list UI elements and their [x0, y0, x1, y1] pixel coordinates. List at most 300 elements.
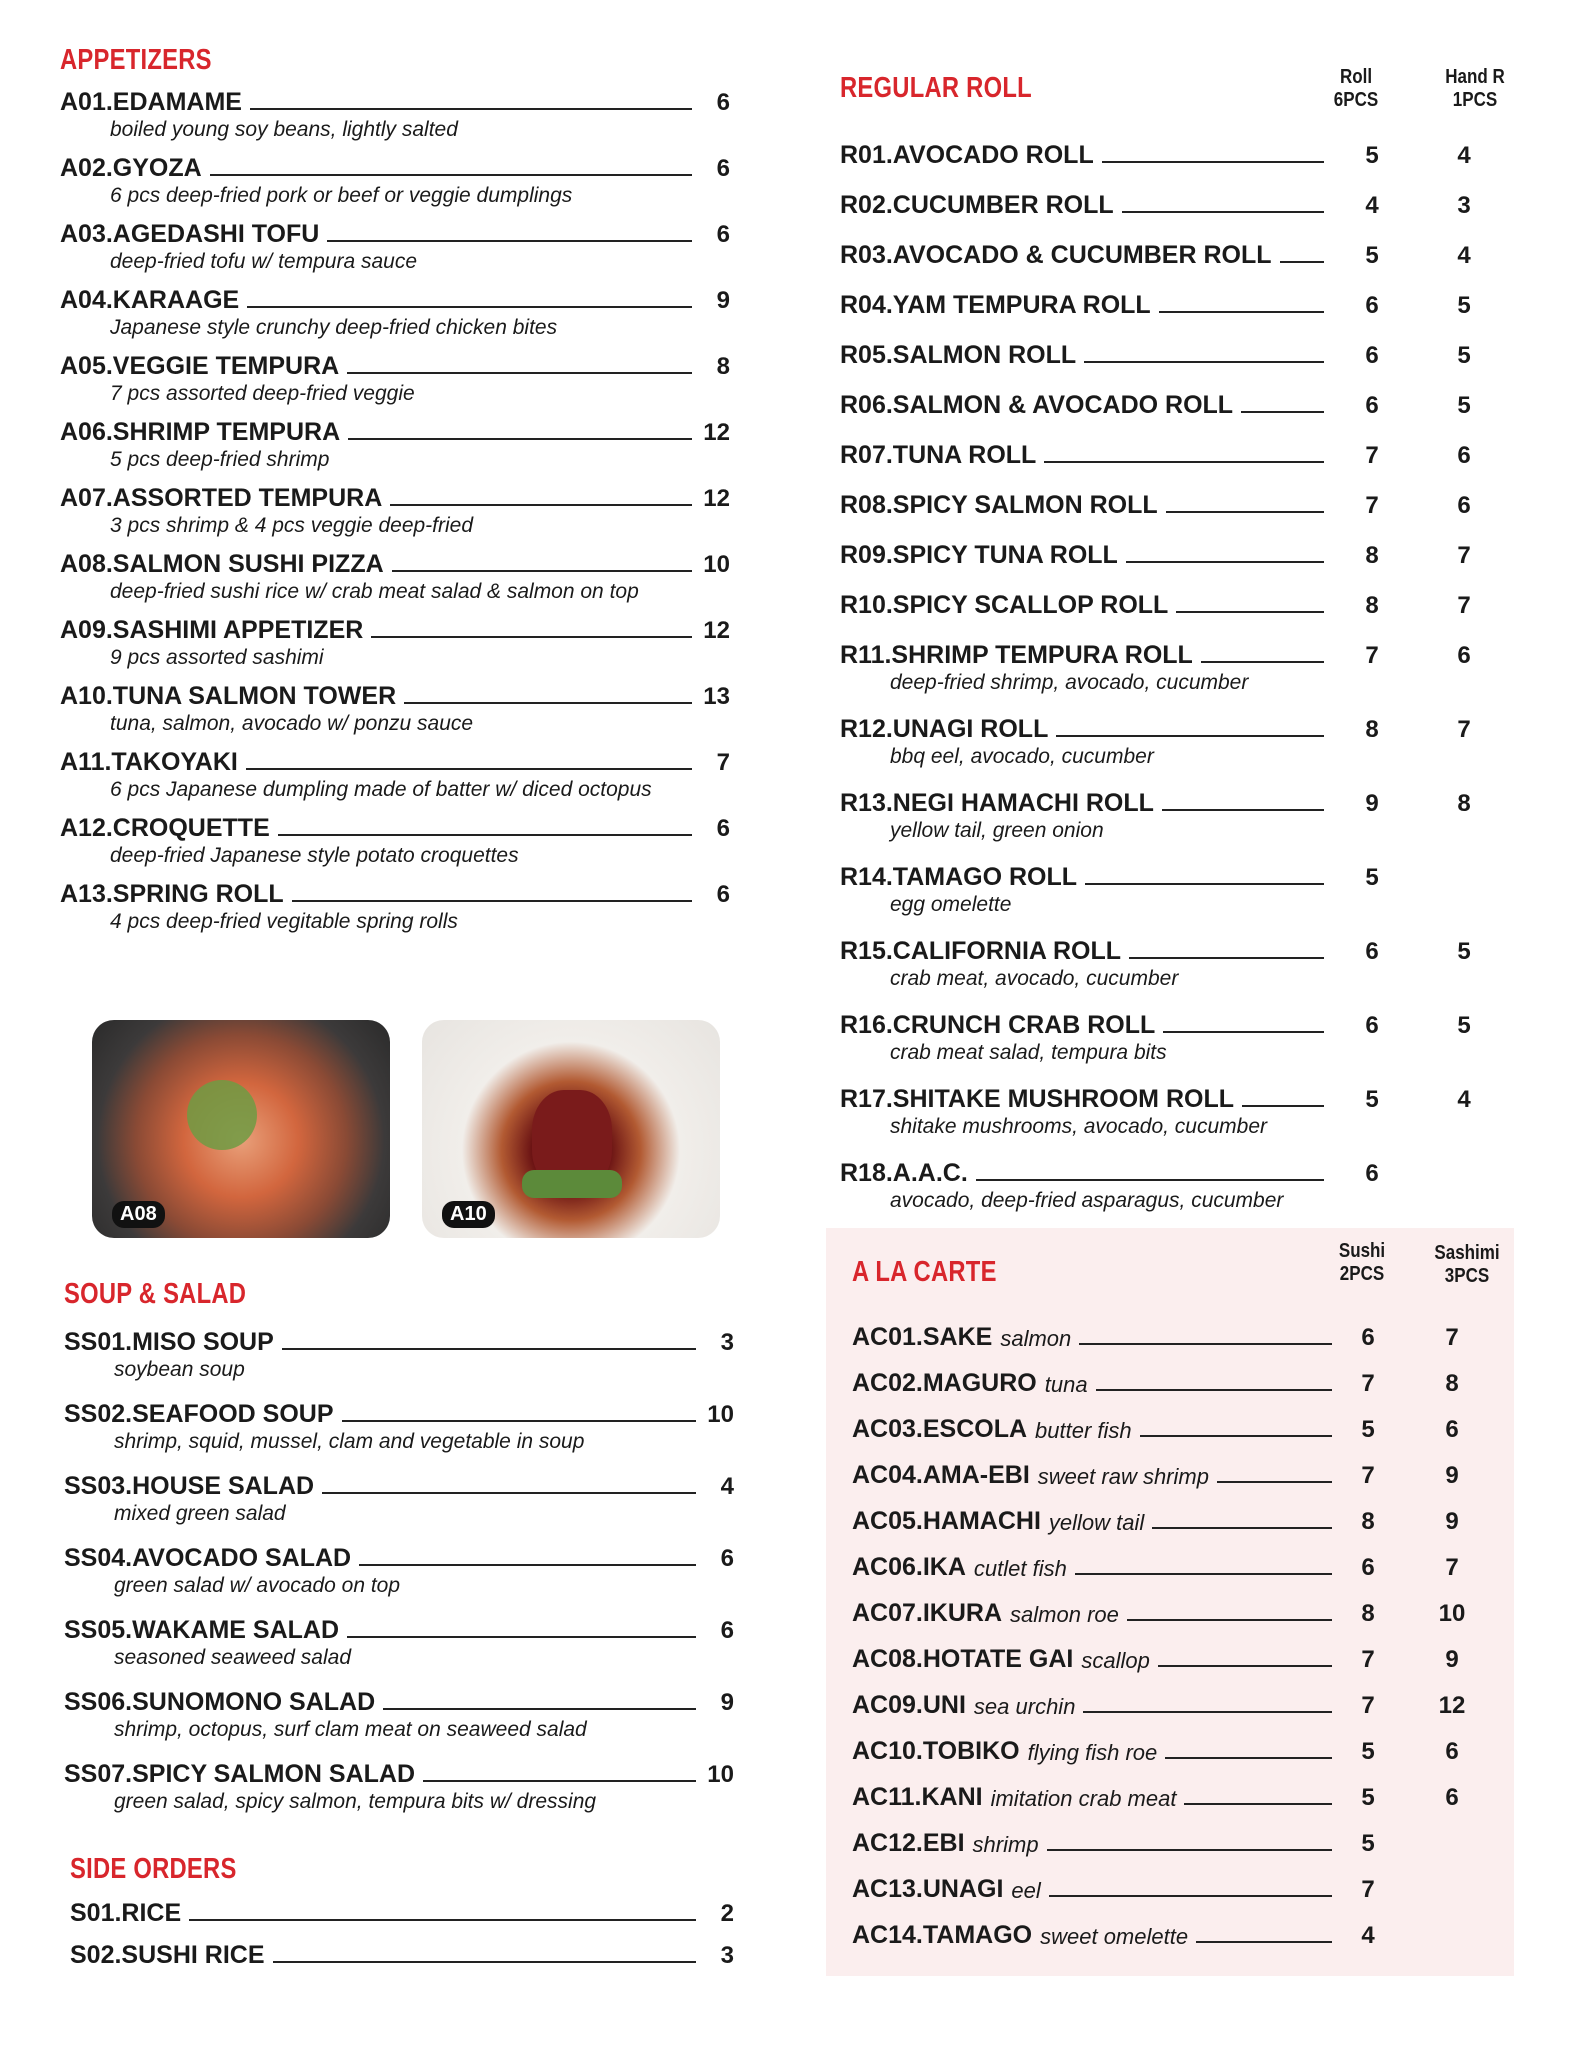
roll-item-name: R04.YAM TEMPURA ROLL: [840, 291, 1151, 319]
roll-item-description: shitake mushrooms, avocado, cucumber: [890, 1115, 1268, 1138]
a-la-carte-item: [852, 1780, 1512, 1812]
a-la-carte-name: AC13.UNAGI: [852, 1875, 1004, 1903]
a-la-carte-line: [852, 1872, 1512, 1904]
a-la-carte-item: [852, 1412, 1512, 1444]
menu-item-description: 9 pcs assorted sashimi: [110, 646, 324, 669]
menu-item-name: A07.ASSORTED TEMPURA: [60, 484, 383, 512]
a-la-carte-name: AC12.EBI: [852, 1829, 965, 1857]
roll-item: [840, 786, 1520, 844]
a-la-carte-item: [852, 1872, 1512, 1904]
hand-roll-price: 6: [1457, 492, 1471, 519]
menu-item: [60, 283, 730, 341]
roll-item-name: R10.SPICY SCALLOP ROLL: [840, 591, 1169, 619]
menu-item-line: [64, 1685, 734, 1717]
menu-item-name: A06.SHRIMP TEMPURA: [60, 418, 341, 446]
roll-price: 6: [1365, 938, 1379, 965]
menu-item-name-wrap: [70, 1941, 265, 1970]
leader-line: [1127, 1619, 1332, 1621]
leader-line: [348, 438, 692, 440]
sashimi-column-header: [1429, 1242, 1506, 1288]
leader-line: [383, 1708, 696, 1710]
leader-line: [189, 1919, 696, 1921]
menu-item: [70, 1896, 734, 1928]
roll-item: [840, 1082, 1520, 1140]
roll-item-name-wrap: [840, 541, 1118, 570]
menu-item-description: green salad w/ avocado on top: [114, 1574, 401, 1597]
sashimi-price: 9: [1445, 1462, 1459, 1489]
menu-item-price: 12: [703, 485, 730, 512]
side-orders-list: [70, 1896, 734, 1970]
leader-line: [246, 768, 692, 770]
appetizers-title: APPETIZERS: [60, 44, 212, 76]
a-la-carte-name: AC09.UNI: [852, 1691, 966, 1719]
menu-item-line: [60, 679, 730, 711]
menu-item-name-wrap: [60, 418, 340, 447]
menu-item-price: 6: [716, 89, 730, 116]
leader-line: [1102, 161, 1324, 163]
menu-item: [60, 85, 730, 143]
menu-item: [60, 151, 730, 209]
leader-line: [347, 372, 692, 374]
menu-item-description: 6 pcs deep-fried pork or beef or veggie dumplings: [110, 184, 573, 207]
sushi-price: 5: [1361, 1830, 1375, 1857]
roll-item-line: [840, 238, 1520, 270]
menu-item-name: SS06.SUNOMONO SALAD: [64, 1688, 376, 1716]
a-la-carte-subtitle: imitation crab meat: [990, 1786, 1177, 1811]
menu-item-price: 9: [716, 287, 730, 314]
tuna-salmon-tower-photo: [422, 1020, 720, 1238]
regular-roll-list: [840, 138, 1520, 1214]
leader-line: [1162, 809, 1324, 811]
menu-item-name-wrap: [60, 682, 396, 711]
hand-roll-price: 4: [1457, 1086, 1471, 1113]
menu-item-line: [60, 85, 730, 117]
leader-line: [1096, 1389, 1332, 1391]
leader-line: [1122, 211, 1324, 213]
menu-item: [60, 481, 730, 539]
menu-item-name-wrap: [60, 550, 384, 579]
photo-tag-a10: A10: [442, 1201, 495, 1228]
leader-line: [342, 1420, 696, 1422]
a-la-carte-line: [852, 1826, 1512, 1858]
roll-price: 6: [1365, 392, 1379, 419]
sashimi-price: 7: [1445, 1554, 1459, 1581]
a-la-carte-item: [852, 1642, 1512, 1674]
soup-salad-section: [64, 1278, 734, 1815]
roll-item-name: R06.SALMON & AVOCADO ROLL: [840, 391, 1234, 419]
roll-item-name-wrap: [840, 1159, 968, 1188]
roll-item: [840, 188, 1520, 220]
leader-line: [1083, 1711, 1332, 1713]
sushi-price: 5: [1361, 1784, 1375, 1811]
leader-line: [404, 702, 692, 704]
menu-item-line: [60, 745, 730, 777]
roll-price: 8: [1365, 716, 1379, 743]
roll-item-name-wrap: [840, 937, 1121, 966]
menu-item-description: 7 pcs assorted deep-fried veggie: [110, 382, 415, 405]
roll-item-line: [840, 1156, 1520, 1188]
regular-roll-header: [840, 60, 1520, 120]
menu-item-line: [60, 283, 730, 315]
menu-item-name-wrap: [60, 484, 382, 513]
menu-item: [60, 415, 730, 473]
roll-item: [840, 338, 1520, 370]
roll-item-name-wrap: [840, 641, 1193, 670]
roll-item-line: [840, 712, 1520, 744]
menu-item-line: [60, 877, 730, 909]
a-la-carte-header: [852, 1240, 1512, 1306]
menu-item: [60, 811, 730, 869]
leader-line: [1085, 883, 1324, 885]
roll-item-description: deep-fried shrimp, avocado, cucumber: [890, 671, 1249, 694]
menu-item-name-wrap: [60, 286, 239, 315]
leader-line: [1047, 1849, 1332, 1851]
leader-line: [210, 174, 692, 176]
leader-line: [1152, 1527, 1332, 1529]
menu-item-name-wrap: [60, 748, 238, 777]
menu-item-description: deep-fried Japanese style potato croquettes: [110, 844, 519, 867]
leader-line: [1084, 361, 1324, 363]
a-la-carte-name-wrap: [852, 1921, 1032, 1950]
side-orders-section: [70, 1853, 734, 1970]
roll-price: 7: [1365, 492, 1379, 519]
leader-line: [423, 1780, 696, 1782]
menu-item-name-wrap: [60, 352, 339, 381]
leader-line: [322, 1492, 696, 1494]
roll-item: [840, 1008, 1520, 1066]
menu-item-line: [70, 1938, 734, 1970]
a-la-carte-line: [852, 1596, 1512, 1628]
a-la-carte-title: A LA CARTE: [852, 1256, 997, 1288]
a-la-carte-item: [852, 1458, 1512, 1490]
menu-item: [60, 745, 730, 803]
menu-item-name: SS03.HOUSE SALAD: [64, 1472, 315, 1500]
hand-roll-price: 5: [1457, 292, 1471, 319]
hand-roll-price: 3: [1457, 192, 1471, 219]
a-la-carte-subtitle: yellow tail: [1048, 1510, 1145, 1535]
menu-item-description: 4 pcs deep-fried vegitable spring rolls: [110, 910, 458, 933]
a-la-carte-name: AC04.AMA-EBI: [852, 1461, 1030, 1489]
a-la-carte-subtitle: flying fish roe: [1027, 1740, 1158, 1765]
roll-item-name: R03.AVOCADO & CUCUMBER ROLL: [840, 241, 1272, 269]
leader-line: [1140, 1435, 1332, 1437]
menu-item-price: 10: [707, 1761, 734, 1788]
a-la-carte-line: [852, 1412, 1512, 1444]
roll-item: [840, 238, 1520, 270]
sushi-price: 6: [1361, 1324, 1375, 1351]
regular-roll-title: REGULAR ROLL: [840, 72, 1032, 104]
menu-item-description: deep-fried sushi rice w/ crab meat salad & salmon on top: [110, 580, 639, 603]
menu-item-name-wrap: [64, 1328, 274, 1357]
a-la-carte-name-wrap: [852, 1691, 966, 1720]
a-la-carte-name: AC14.TAMAGO: [852, 1921, 1033, 1949]
menu-item-name-wrap: [70, 1899, 181, 1928]
menu-item-line: [60, 349, 730, 381]
leader-line: [1280, 261, 1325, 263]
a-la-carte-subtitle: salmon roe: [1010, 1602, 1119, 1627]
leader-line: [1176, 611, 1324, 613]
a-la-carte-name-wrap: [852, 1323, 992, 1352]
a-la-carte-subtitle: tuna: [1044, 1372, 1088, 1397]
sushi-price: 5: [1361, 1416, 1375, 1443]
menu-item-name: A04.KARAAGE: [60, 286, 240, 314]
leader-line: [392, 570, 692, 572]
appetizers-list: [60, 85, 730, 935]
a-la-carte-subtitle: cutlet fish: [973, 1556, 1067, 1581]
roll-item-name: R02.CUCUMBER ROLL: [840, 191, 1114, 219]
sushi-price: 7: [1361, 1876, 1375, 1903]
roll-item: [840, 488, 1520, 520]
menu-item-name-wrap: [64, 1544, 351, 1573]
menu-item: [64, 1757, 734, 1815]
roll-item-description: yellow tail, green onion: [890, 819, 1104, 842]
roll-price: 4: [1365, 192, 1379, 219]
menu-item: [64, 1325, 734, 1383]
a-la-carte-name-wrap: [852, 1599, 1002, 1628]
leader-line: [1075, 1573, 1332, 1575]
a-la-carte-subtitle: sweet raw shrimp: [1037, 1464, 1209, 1489]
a-la-carte-name: AC02.MAGURO: [852, 1369, 1037, 1397]
menu-item-name: A12.CROQUETTE: [60, 814, 270, 842]
a-la-carte-line: [852, 1642, 1512, 1674]
roll-item: [840, 388, 1520, 420]
roll-item-description: bbq eel, avocado, cucumber: [890, 745, 1154, 768]
sashimi-price: 9: [1445, 1508, 1459, 1535]
roll-item-line: [840, 1008, 1520, 1040]
roll-item-line: [840, 288, 1520, 320]
leader-line: [1241, 411, 1324, 413]
roll-item: [840, 588, 1520, 620]
a-la-carte-line: [852, 1688, 1512, 1720]
menu-item: [60, 547, 730, 605]
menu-item-line: [60, 217, 730, 249]
menu-item-description: boiled young soy beans, lightly salted: [110, 118, 458, 141]
leader-line: [371, 636, 692, 638]
sashimi-price: 9: [1445, 1646, 1459, 1673]
leader-line: [273, 1961, 696, 1963]
leader-line: [250, 108, 692, 110]
sushi-column-count: 2PCS: [1339, 1263, 1385, 1285]
hand-roll-price: 8: [1457, 790, 1471, 817]
roll-item-name-wrap: [840, 291, 1151, 320]
menu-item-price: 9: [720, 1689, 734, 1716]
menu-item: [64, 1469, 734, 1527]
roll-item-name-wrap: [840, 441, 1036, 470]
roll-item-name-wrap: [840, 789, 1154, 818]
hand-roll-price: 4: [1457, 242, 1471, 269]
menu-item: [60, 877, 730, 935]
menu-item-name: A09.SASHIMI APPETIZER: [60, 616, 364, 644]
roll-item-line: [840, 138, 1520, 170]
sashimi-price: 6: [1445, 1738, 1459, 1765]
photo-row: [92, 1020, 732, 1240]
leader-line: [390, 504, 692, 506]
roll-price: 5: [1365, 142, 1379, 169]
menu-item-price: 6: [716, 881, 730, 908]
a-la-carte-name-wrap: [852, 1461, 1030, 1490]
roll-item-name: R11.SHRIMP TEMPURA ROLL: [840, 641, 1193, 669]
roll-item-name: R07.TUNA ROLL: [840, 441, 1037, 469]
a-la-carte-name-wrap: [852, 1737, 1020, 1766]
sushi-price: 4: [1361, 1922, 1375, 1949]
roll-item-name: R08.SPICY SALMON ROLL: [840, 491, 1158, 519]
menu-item-price: 6: [716, 815, 730, 842]
leader-line: [1242, 1105, 1324, 1107]
leader-line: [1129, 957, 1324, 959]
menu-item-line: [60, 547, 730, 579]
a-la-carte-line: [852, 1780, 1512, 1812]
roll-item: [840, 288, 1520, 320]
roll-item-name-wrap: [840, 241, 1272, 270]
a-la-carte-subtitle: sea urchin: [973, 1694, 1076, 1719]
a-la-carte-subtitle: salmon: [1000, 1326, 1072, 1351]
a-la-carte-item: [852, 1596, 1512, 1628]
roll-item-line: [840, 860, 1520, 892]
a-la-carte-item: [852, 1504, 1512, 1536]
leader-line: [1201, 661, 1324, 663]
menu-item: [60, 613, 730, 671]
a-la-carte-line: [852, 1918, 1512, 1950]
menu-item-name-wrap: [60, 616, 363, 645]
menu-item: [64, 1541, 734, 1599]
menu-item-description: 3 pcs shrimp & 4 pcs veggie deep-fried: [110, 514, 474, 537]
roll-item-description: crab meat salad, tempura bits: [890, 1041, 1167, 1064]
menu-item-name-wrap: [60, 220, 319, 249]
roll-item: [840, 1156, 1520, 1214]
hand-roll-column-count: 1PCS: [1452, 89, 1498, 111]
roll-item-line: [840, 1082, 1520, 1114]
sashimi-price: 10: [1438, 1600, 1466, 1627]
menu-item-line: [60, 415, 730, 447]
menu-item-line: [60, 481, 730, 513]
menu-item-line: [60, 811, 730, 843]
photo-tag-a08: A08: [112, 1201, 165, 1228]
a-la-carte-name-wrap: [852, 1553, 966, 1582]
a-la-carte-line: [852, 1458, 1512, 1490]
hand-roll-price: 7: [1457, 716, 1471, 743]
menu-item: [64, 1397, 734, 1455]
a-la-carte-name-wrap: [852, 1875, 1003, 1904]
menu-item-price: 10: [703, 551, 730, 578]
menu-item-price: 6: [716, 221, 730, 248]
menu-item-line: [64, 1541, 734, 1573]
roll-price: 6: [1365, 342, 1379, 369]
menu-item-line: [64, 1613, 734, 1645]
a-la-carte-name-wrap: [852, 1645, 1073, 1674]
menu-item-name: A11.TAKOYAKI: [60, 748, 238, 776]
menu-item-name-wrap: [60, 88, 242, 117]
menu-item-name: SS07.SPICY SALMON SALAD: [64, 1760, 416, 1788]
menu-item-price: 12: [703, 617, 730, 644]
roll-item-name-wrap: [840, 191, 1114, 220]
roll-item: [840, 712, 1520, 770]
roll-column-header: [1331, 66, 1382, 112]
leader-line: [292, 900, 692, 902]
roll-item-name-wrap: [840, 591, 1168, 620]
menu-item-name: SS05.WAKAME SALAD: [64, 1616, 340, 1644]
roll-item: [840, 638, 1520, 696]
menu-item-price: 6: [720, 1617, 734, 1644]
menu-item-price: 6: [720, 1545, 734, 1572]
roll-item-line: [840, 588, 1520, 620]
menu-item-price: 2: [720, 1900, 734, 1927]
hand-roll-price: 7: [1457, 542, 1471, 569]
menu-item-name-wrap: [64, 1472, 314, 1501]
leader-line: [976, 1179, 1324, 1181]
roll-price: 8: [1365, 592, 1379, 619]
sushi-price: 8: [1361, 1508, 1375, 1535]
a-la-carte-item: [852, 1826, 1512, 1858]
a-la-carte-line: [852, 1734, 1512, 1766]
roll-column-label: Roll: [1339, 66, 1373, 88]
leader-line: [1044, 461, 1324, 463]
sushi-price: 7: [1361, 1370, 1375, 1397]
roll-price: 7: [1365, 642, 1379, 669]
a-la-carte-name: AC06.IKA: [852, 1553, 966, 1581]
roll-price: 6: [1365, 1012, 1379, 1039]
roll-price: 5: [1365, 1086, 1379, 1113]
a-la-carte-item: [852, 1918, 1512, 1950]
sashimi-column-label: Sashimi: [1434, 1242, 1500, 1264]
a-la-carte-section: [852, 1240, 1512, 1950]
roll-item-line: [840, 338, 1520, 370]
hand-roll-column-header: [1437, 66, 1514, 112]
roll-item: [840, 934, 1520, 992]
a-la-carte-list: [852, 1320, 1512, 1950]
soup-salad-title: SOUP & SALAD: [64, 1278, 247, 1310]
menu-item-name: A05.VEGGIE TEMPURA: [60, 352, 340, 380]
a-la-carte-line: [852, 1504, 1512, 1536]
menu-item-name: SS01.MISO SOUP: [64, 1328, 274, 1356]
leader-line: [1163, 1031, 1324, 1033]
leader-line: [327, 240, 692, 242]
roll-item-name-wrap: [840, 1085, 1234, 1114]
salmon-sushi-pizza-photo: [92, 1020, 390, 1238]
avocado-base-shape: [522, 1170, 622, 1198]
roll-item-name: R01.AVOCADO ROLL: [840, 141, 1094, 169]
roll-item-name: R18.A.A.C.: [840, 1159, 968, 1187]
hand-roll-price: 5: [1457, 1012, 1471, 1039]
sashimi-price: 7: [1445, 1324, 1459, 1351]
regular-roll-section: [840, 60, 1520, 1212]
a-la-carte-line: [852, 1366, 1512, 1398]
sushi-price: 7: [1361, 1462, 1375, 1489]
menu-item-line: [70, 1896, 734, 1928]
side-orders-title: SIDE ORDERS: [70, 1853, 237, 1885]
a-la-carte-item: [852, 1550, 1512, 1582]
menu-item-description: green salad, spicy salmon, tempura bits w/ dressing: [114, 1790, 597, 1813]
menu-item: [70, 1938, 734, 1970]
soup-salad-list: [64, 1325, 734, 1815]
a-la-carte-subtitle: eel: [1011, 1878, 1041, 1903]
roll-item-name: R13.NEGI HAMACHI ROLL: [840, 789, 1154, 817]
sushi-price: 5: [1361, 1738, 1375, 1765]
roll-price: 6: [1365, 292, 1379, 319]
menu-item-name-wrap: [64, 1688, 375, 1717]
a-la-carte-name: AC03.ESCOLA: [852, 1415, 1028, 1443]
leader-line: [1166, 511, 1324, 513]
a-la-carte-name: AC11.KANI: [852, 1783, 983, 1811]
roll-item-line: [840, 488, 1520, 520]
sushi-column-label: Sushi: [1338, 1240, 1386, 1262]
sushi-price: 7: [1361, 1646, 1375, 1673]
leader-line: [282, 1348, 696, 1350]
hand-roll-price: 4: [1457, 142, 1471, 169]
menu-item-name: SS04.AVOCADO SALAD: [64, 1544, 352, 1572]
menu-item-description: deep-fried tofu w/ tempura sauce: [110, 250, 418, 273]
menu-item-name-wrap: [60, 154, 202, 183]
hand-roll-price: 5: [1457, 938, 1471, 965]
